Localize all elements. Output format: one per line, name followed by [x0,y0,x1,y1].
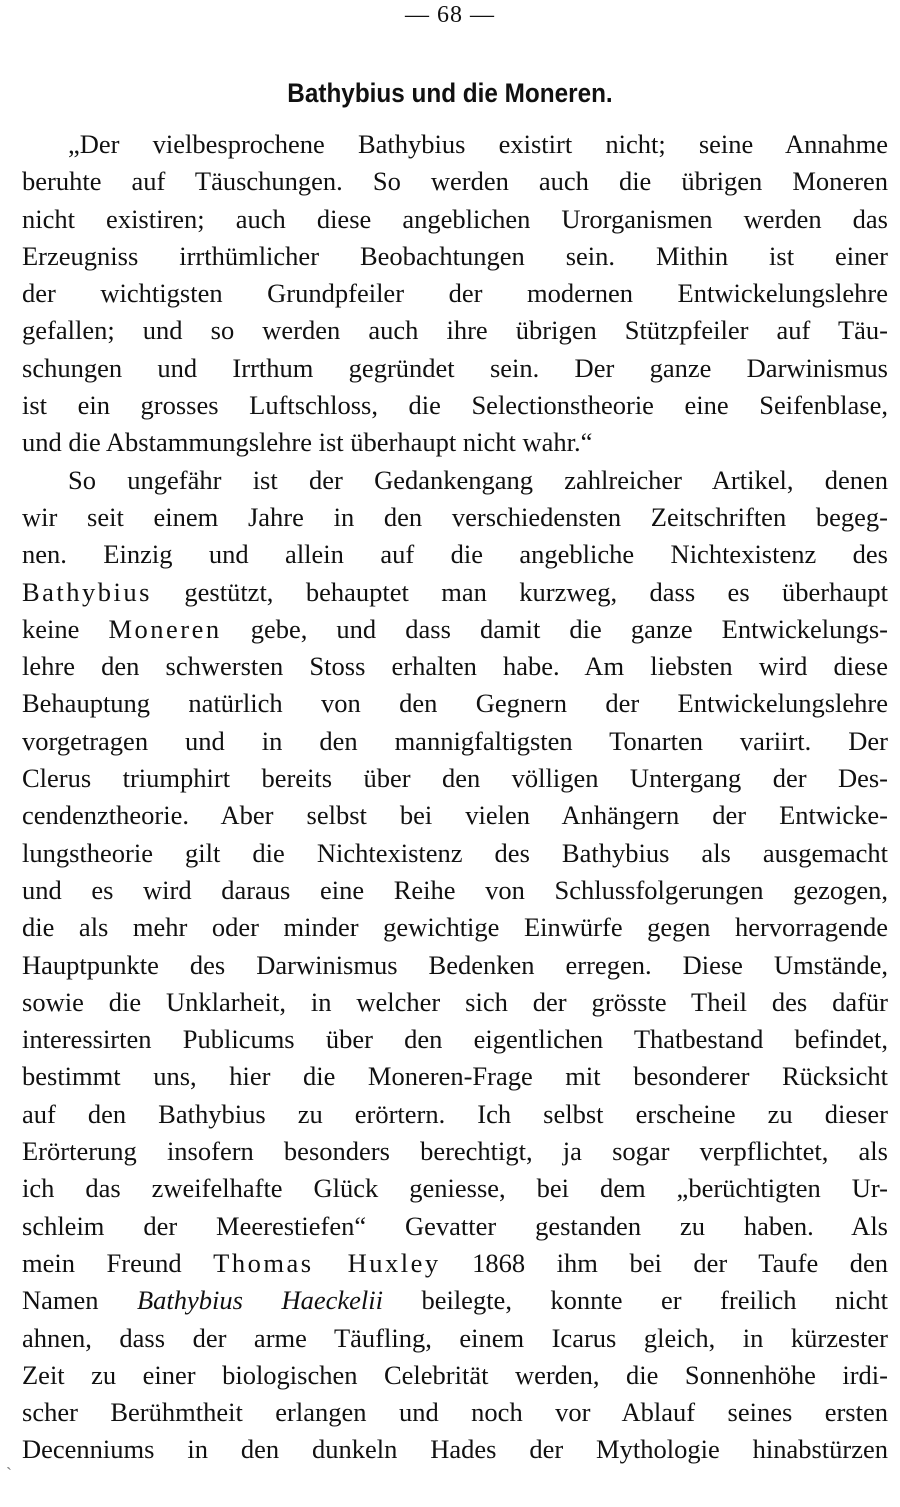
body-text [22,126,888,1469]
text-line: der wichtigsten Grundpfeiler der modernen Entwickelungslehre [22,278,888,309]
text-line: Decenniums in den dunkeln Hades der Mythologie hinabstürzen [22,1434,888,1465]
spaced-term: Moneren [108,613,222,644]
text-line: Behauptung natürlich von den Gegnern der Entwickelungslehre [22,688,888,719]
text-line: bestimmt uns, hier die Moneren-Frage mit besonderer Rücksicht [22,1061,888,1092]
text-line: ahnen, dass der arme Täufling, einem Icarus gleich, in kürzester [22,1322,888,1353]
text-line: cendenztheorie. Aber selbst bei vielen Anhängern der Entwicke- [22,800,888,831]
text-line: die als mehr oder minder gewichtige Einwürfe gegen hervorragende [22,912,888,943]
spaced-name: Thomas Huxley [213,1247,441,1278]
text-line: wir seit einem Jahre in den verschiedensten Zeitschriften begeg- [22,501,888,532]
page-number: — 68 — [405,2,495,28]
text-line: „Der vielbesprochene Bathybius existirt nicht; seine Annahme [68,129,888,159]
margin-mark: ˎ [6,1450,12,1470]
text-line: Zeit zu einer biologischen Celebrität werden, die Sonnenhöhe irdi- [22,1359,888,1390]
text-line: lehre den schwersten Stoss erhalten habe. Am liebsten wird diese [22,651,888,682]
section-heading: Bathybius und die Moneren. [287,78,613,108]
text-line: Bathybius gestützt, behauptet man kurzweg, dass es überhaupt [22,576,888,607]
text-line: Hauptpunkte des Darwinismus Bedenken erregen. Diese Umstände, [22,949,888,980]
text-line: Clerus triumphirt bereits über den völligen Untergang der Des- [22,763,888,794]
text-line: und die Abstammungslehre ist überhaupt nicht wahr.“ [22,427,593,458]
text-line: Namen Bathybius Haeckelii beilegte, konnte er freilich nicht [22,1285,888,1316]
text-line: Erörterung insofern besonders berechtigt, ja sogar verpflichtet, als [22,1136,888,1167]
text-line: schungen und Irrthum gegründet sein. Der ganze Darwinismus [22,352,888,383]
text-line: beruhte auf Täuschungen. So werden auch die übrigen Moneren [22,166,888,197]
text-line: So ungefähr ist der Gedankengang zahlreicher Artikel, denen [68,464,888,495]
text-line: ist ein grosses Luftschloss, die Selectionstheorie eine Seifenblase, [22,390,888,421]
text-line: ich das zweifelhafte Glück geniesse, bei dem „berüchtigten Ur- [22,1173,888,1204]
text-line: mein Freund Thomas Huxley 1868 ihm bei der Taufe den [22,1247,888,1278]
text-line: scher Berühmtheit erlangen und noch vor Ablauf seines ersten [22,1397,888,1428]
spaced-term: Bathybius [22,576,152,607]
text-line: auf den Bathybius zu erörtern. Ich selbst erscheine zu dieser [22,1098,888,1129]
text-line: vorgetragen und in den mannigfaltigsten Tonarten variirt. Der [22,725,888,756]
text-line: schleim der Meerestiefen“ Gevatter gestanden zu haben. Als [22,1210,888,1241]
text-line: gefallen; und so werden auch ihre übrigen Stützpfeiler auf Täu- [22,315,888,346]
text-line: sowie die Unklarheit, in welcher sich der grösste Theil des dafür [22,986,888,1017]
text-line: interessirten Publicums über den eigentlichen Thatbestand befindet, [22,1024,888,1055]
text-line: nen. Einzig und allein auf die angebliche Nichtexistenz des [22,539,888,570]
text-line: nicht existiren; auch diese angeblichen Urorganismen werden das [22,203,888,234]
text-line: Erzeugniss irrthümlicher Beobachtungen sein. Mithin ist einer [22,240,888,271]
text-line: keine Moneren gebe, und dass damit die ganze Entwickelungs- [22,613,888,644]
text-line: und es wird daraus eine Reihe von Schlussfolgerungen gezogen, [22,874,888,905]
text-line: lungstheorie gilt die Nichtexistenz des Bathybius als ausgemacht [22,837,888,868]
italic-species-name: Bathybius Haeckelii [137,1285,383,1316]
